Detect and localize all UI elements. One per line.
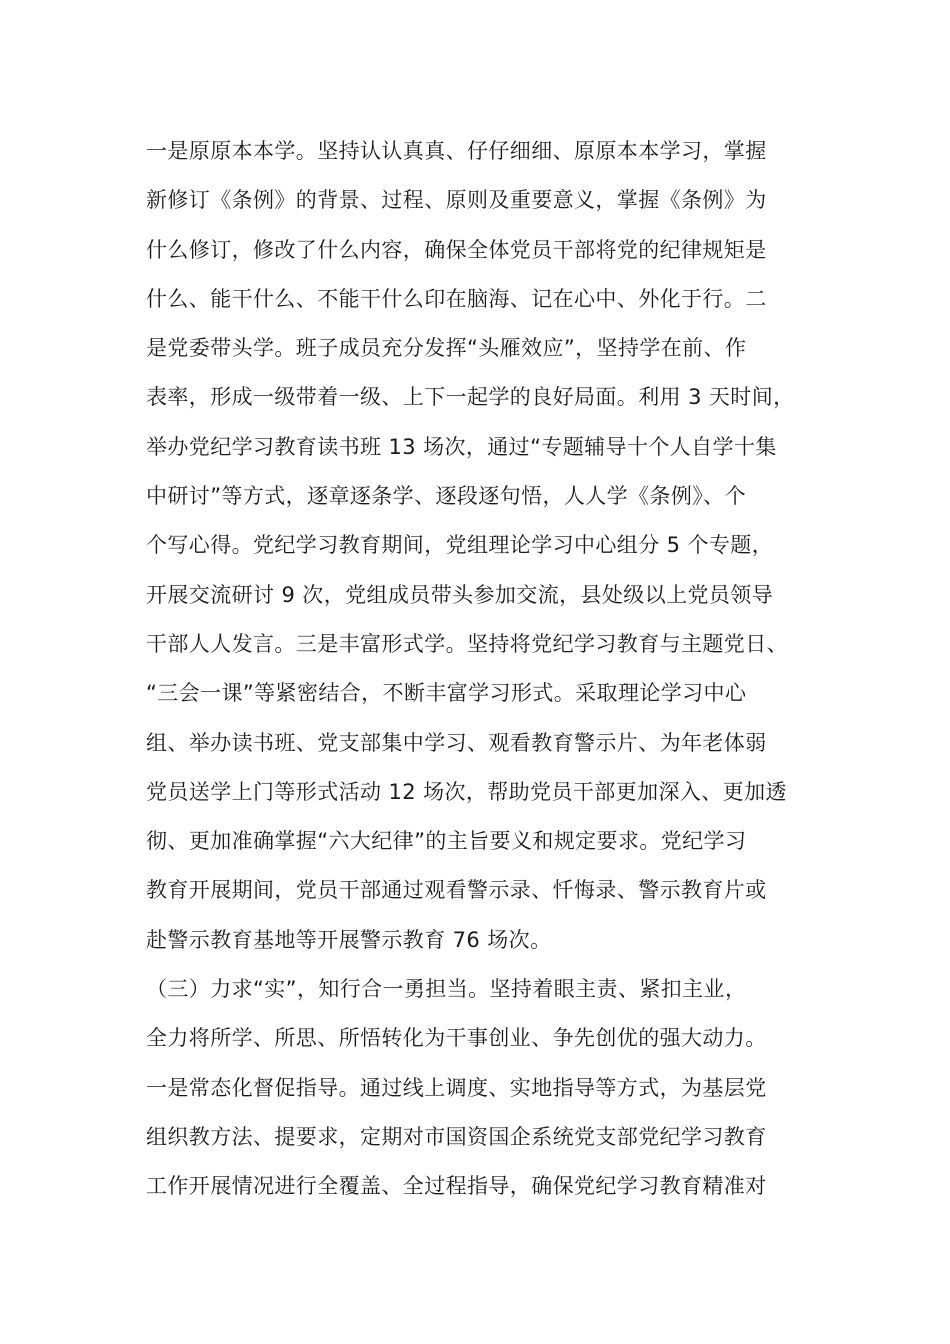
text-line: 是党委带头学。班子成员充分发挥“头雁效应”，坚持学在前、作: [146, 336, 747, 361]
section-heading-line: （三）力求“实”，知行合一勇担当。坚持着眼主责、紧扣主业，: [146, 977, 747, 1002]
text-line: 教育开展期间，党员干部通过观看警示录、忏悔录、警示教育片或: [146, 878, 767, 903]
text-line: 一是原原本本学。坚持认认真真、仔仔细细、原原本本学习，掌握: [146, 139, 767, 163]
text-line: 一是常态化督促指导。通过线上调度、实地指导等方式，为基层党: [146, 1075, 767, 1100]
text-line: 工作开展情况进行全覆盖、全过程指导，确保党纪学习教育精准对: [146, 1174, 767, 1199]
text-line: 个写心得。党纪学习教育期间，党组理论学习中心组分 5 个专题，: [146, 533, 774, 558]
text-line: 干部人人发言。三是丰富形式学。坚持将党纪学习教育与主题党日、: [146, 631, 788, 656]
text-line: 全力将所学、所思、所悟转化为干事创业、争先创优的强大动力。: [146, 1026, 767, 1051]
text-line: 表率，形成一级带着一级、上下一起学的良好局面。利用 3 天时间，: [146, 385, 795, 410]
text-line: 什么、能干什么、不能干什么印在脑海、记在心中、外化于行。二: [146, 286, 767, 311]
text-line: 开展交流研讨 9 次，党组成员带头参加交流，县处级以上党员领导: [146, 582, 774, 607]
text-line: 什么修订，修改了什么内容，确保全体党员干部将党的纪律规矩是: [146, 237, 767, 262]
body-text: [146, 133, 811, 1218]
text-line: 彻、更加准确掌握“六大纪律”的主旨要义和规定要求。党纪学习: [146, 829, 747, 854]
text-line: 组、举办读书班、党支部集中学习、观看教育警示片、为年老体弱: [146, 730, 767, 755]
text-line: “三会一课”等紧密结合，不断丰富学习形式。采取理论学习中心: [146, 681, 747, 706]
text-line: 举办党纪学习教育读书班 13 场次，通过“专题辅导十个人自学十集: [146, 434, 777, 459]
text-line: 党员送学上门等形式活动 12 场次，帮助党员干部更加深入、更加透: [146, 779, 787, 804]
text-line: 新修订《条例》的背景、过程、原则及重要意义，掌握《条例》为: [146, 188, 767, 213]
text-line: 中研讨”等方式，逐章逐条学、逐段逐句悟，人人学《条例》、个: [146, 484, 746, 509]
text-line: 赴警示教育基地等开展警示教育 76 场次。: [146, 927, 552, 952]
text-line: 组织教方法、提要求，定期对市国资国企系统党支部党纪学习教育: [146, 1124, 767, 1149]
